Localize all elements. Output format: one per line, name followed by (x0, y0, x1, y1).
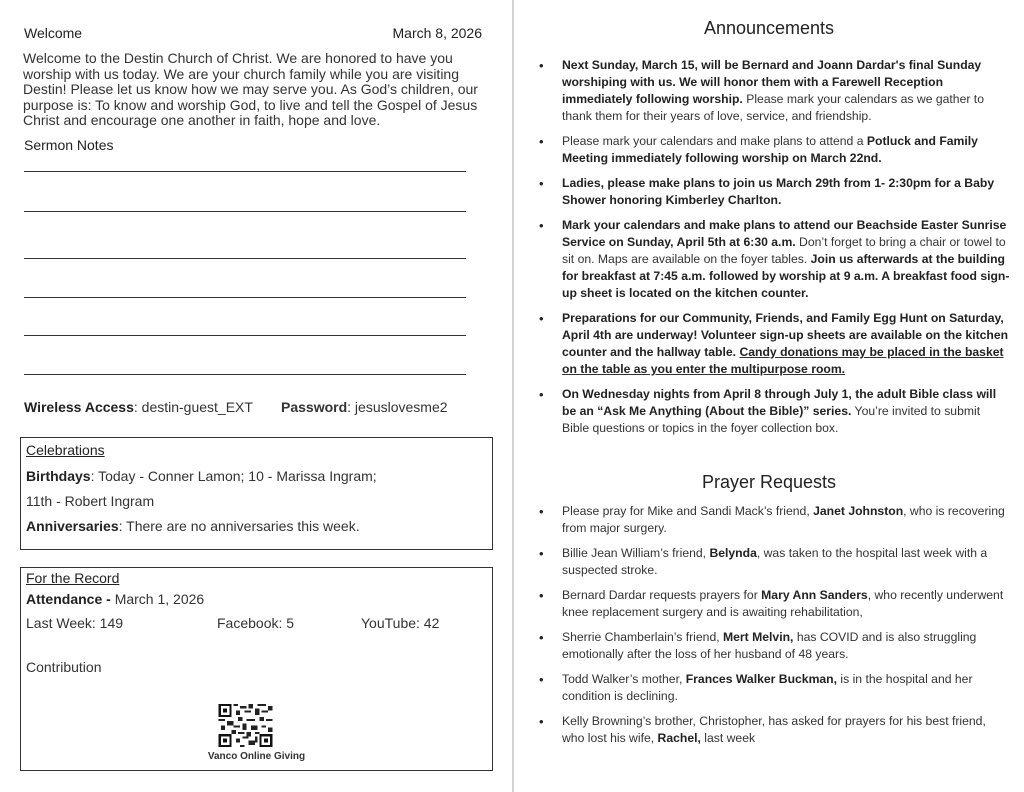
bold-text: Potluck and Family Meeting immediately following worship on March 22nd. (562, 134, 978, 165)
bold-text: Rachel, (657, 731, 701, 745)
note-line (24, 297, 466, 298)
announcements-list (540, 57, 1010, 445)
celebrations-title: Celebrations (26, 442, 105, 458)
list-item (540, 175, 1010, 209)
note-line (24, 374, 466, 375)
text: Please mark your calendars and make plans to attend a (562, 134, 867, 148)
text: Todd Walker’s mother, (562, 672, 686, 686)
bold-text: Ladies, please make plans to join us March 29th from 1- 2:30pm for a Baby Shower honoring Kimberley Charlton. (562, 176, 995, 207)
welcome-title: Welcome (24, 25, 83, 41)
bold-text: Join us afterwards at the building for breakfast at 7:45 a.m. followed by worship at 9 a.m. A breakfast food sign-up sheet is located on the kitchen counter. (562, 252, 1010, 300)
qr-code-icon[interactable] (218, 704, 273, 747)
wireless-password: Password: jesuslovesme2 (281, 399, 448, 415)
list-item (540, 133, 1010, 167)
text: is in the hospital and her condition is declining. (562, 672, 973, 703)
text: , who is recovering from major surgery. (562, 504, 1005, 535)
note-line (24, 171, 466, 172)
qr-caption: Vanco Online Giving (207, 751, 306, 762)
bold-text: Belynda (709, 546, 757, 560)
prayer-requests-title: Prayer Requests (701, 472, 837, 492)
bold-text: Next Sunday, March 15, will be Bernard and Joann Dardar's final Sunday worshiping with us. We will honor them with a Farewell Reception immediately following worship. (562, 58, 982, 106)
contribution-label: Contribution (26, 659, 102, 675)
wireless-network: destin-guest_EXT (141, 399, 253, 415)
sermon-notes-title: Sermon Notes (24, 137, 114, 153)
bulletin-date: March 8, 2026 (392, 25, 482, 41)
birthdays-line-2: 11th - Robert Ingram (26, 493, 155, 509)
bold-text: On Wednesday nights from April 8 through July 1, the adult Bible class will be an “Ask Me Anything (About the Bible)” series. (562, 387, 997, 418)
text: Bernard Dardar requests prayers for (562, 588, 762, 602)
announcements-title: Announcements (703, 18, 835, 38)
attendance-label: Attendance - (26, 591, 111, 607)
list-item (540, 629, 1010, 663)
text: Kelly Browning’s brother, Christopher, has asked for prayers for his best friend, who lost his wife, (562, 714, 986, 745)
birthdays-line: Birthdays: Today - Conner Lamon; 10 - Marissa Ingram; (26, 468, 377, 484)
bold-text: Candy donations may be placed in the basket on the table as you enter the multipurpose room. (562, 345, 1004, 376)
bold-text: Frances Walker Buckman, (685, 672, 838, 686)
anniversaries-text: There are no anniversaries this week. (126, 518, 360, 534)
wireless-access: Wireless Access: destin-guest_EXT (24, 399, 253, 415)
password-value: jesuslovesme2 (354, 399, 448, 415)
list-item (540, 386, 1010, 437)
bold-text: Mark your calendars and make plans to attend our Beachside Easter Sunrise Service on Sunday, April 5th at 6:30 a.m. (562, 218, 1007, 249)
text: , was taken to the hospital last week with a suspected stroke. (562, 546, 988, 577)
bold-text: Preparations for our Community, Friends, and Family Egg Hunt on Saturday, April 4th are underway! Volunteer sign-up sheets are available on the kitchen counter and the hallway table. (562, 311, 1009, 359)
bold-text: Mary Ann Sanders (761, 588, 868, 602)
list-item (540, 713, 1010, 747)
list-item (540, 671, 1010, 705)
list-item (540, 57, 1010, 125)
text: Please mark your calendars as we gather to thank them for their years of love, service, and friendship. (562, 92, 984, 123)
text: Sherrie Chamberlain’s friend, (562, 630, 723, 644)
note-line (24, 258, 466, 259)
right-page (514, 0, 1024, 792)
text: Don’t forget to bring a chair or towel to sit on. Maps are available on the foyer tables. (562, 235, 1006, 266)
list-item (540, 503, 1010, 537)
password-label: Password (281, 399, 348, 415)
note-line (24, 335, 466, 336)
anniversaries-line: Anniversaries: There are no anniversaries this week. (26, 518, 360, 534)
list-item (540, 310, 1010, 378)
birthdays-label: Birthdays (26, 468, 91, 484)
attendance-line (26, 591, 204, 607)
attendance-date: March 1, 2026 (114, 591, 205, 607)
facebook-count: Facebook: 5 (217, 615, 295, 631)
bold-text: Mert Melvin, (723, 630, 794, 644)
last-week-count: Last Week: 149 (26, 615, 124, 631)
text: Billie Jean William’s friend, (562, 546, 710, 560)
for-the-record-box (20, 567, 493, 771)
text: You’re invited to submit Bible questions or topics in the foyer collection box. (562, 404, 981, 435)
record-title: For the Record (26, 570, 120, 586)
celebrations-box (20, 437, 493, 550)
text: Please pray for Mike and Sandi Mack’s friend, (562, 504, 814, 518)
text: , who recently underwent knee replacement surgery and is awaiting rehabilitation, (562, 588, 1004, 619)
list-item (540, 545, 1010, 579)
list-item (540, 587, 1010, 621)
text: has COVID and is also struggling emotionally after the loss of her husband of 48 years. (562, 630, 977, 661)
anniversaries-label: Anniversaries (26, 518, 119, 534)
text: last week (700, 731, 756, 745)
wireless-access-label: Wireless Access (24, 399, 134, 415)
list-item (540, 217, 1010, 302)
bold-text: Janet Johnston (813, 504, 904, 518)
note-line (24, 211, 466, 212)
youtube-count: YouTube: 42 (361, 615, 440, 631)
prayer-requests-list (540, 503, 1010, 755)
welcome-text: Welcome to the Destin Church of Christ. We are honored to have you worship with us today. We are your church family while you are visiting Destin! Please let us know how we may serve you. As God’s children, our purpose is: To know and worship God, to live and tell the Gospel of Jesus Christ and encourage one another in faith, hope and love. (23, 50, 478, 129)
birthdays-text: Today - Conner Lamon; 10 - Marissa Ingram; (98, 468, 377, 484)
